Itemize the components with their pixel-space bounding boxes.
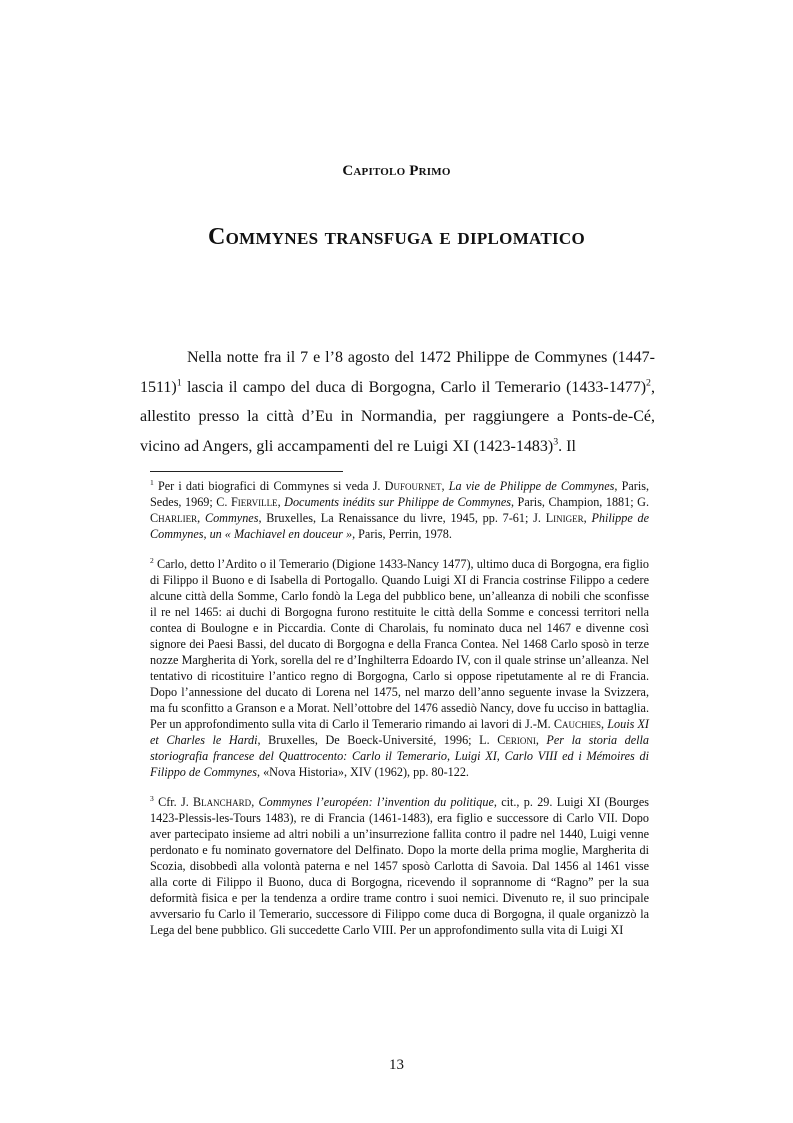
author-name: Cerioni [497, 733, 536, 747]
footnote-separator [150, 471, 343, 472]
body-text-segment: . Il [558, 437, 576, 455]
footnote-ref-3[interactable]: 3 [553, 436, 559, 448]
work-title: Louis XI et Charles le Hardi [150, 717, 649, 747]
author-name: Dufournet [384, 479, 442, 493]
page-number: 13 [389, 1057, 404, 1073]
footnote-text: , [601, 717, 608, 731]
author-name: Fierville [231, 495, 278, 509]
footnote-text: , [277, 495, 285, 509]
body-text-segment: lascia il campo del duca di Borgogna, Carlo il Temerario (1433-1477) [181, 378, 647, 396]
body-text-segment: Nella notte fra il 7 e l’8 agosto del 1472 Philippe de Commynes (1447-1511) [140, 349, 655, 396]
author-name: Cauchies [553, 717, 602, 731]
author-name: Liniger [545, 511, 584, 525]
footnote-text: , Paris, Champion, 1881; G. [510, 495, 650, 509]
footnote-number: 1 [150, 477, 154, 487]
footnote-text: , «Nova Historia», XIV (1962), pp. 80-122. [256, 765, 469, 779]
footnote-text: , cit., p. 29. Luigi XI (Bourges 1423-Plessis-les-Tours 1483), re di Francia (1461-1483), era figlio e successore di Carlo VII. Dopo aver partecipato insieme ad altri nobili a un’insurrezione fallita contro il padre nel 1440, Luigi venne perdonato e fu nominato governatore del Delfinato. Dopo la morte della prima moglie, Margherita di Scozia, disobbedì alla volontà paterna e nel 1457 sposò Carlotta di Savoia. Dal 1456 al 1461 visse alla corte di Filippo il Buono, duca di Borgogna, ricevendo il soprannome di “Ragno” per la sua deformità fisica e per la tendenza a ordire trame contro i suoi nemici. Divenuto re, il suo principale avversario fu Carlo il Temerario, successore di Filippo come duca di Borgogna, il quale organizzò la Lega del bene pubblico. Gli succedette Carlo VIII. Per un approfondimento sulla vita di Luigi XI [150, 795, 650, 937]
footnote-text: , [251, 795, 259, 809]
body-paragraph [140, 343, 655, 461]
footnote-3 [150, 794, 649, 938]
footnote-ref-2[interactable]: 2 [646, 377, 651, 389]
footnote-ref-1[interactable]: 1 [176, 377, 182, 389]
footnotes [150, 478, 649, 952]
footnote-text: , Bruxelles, La Renaissance du livre, 1945, pp. 7-61; J. [258, 511, 546, 525]
footnote-text: Cfr. J. [153, 795, 194, 809]
footnote-text: , Bruxelles, De Boeck-Université, 1996; L. [257, 733, 498, 747]
footnote-2 [150, 556, 649, 780]
footnote-text: , [441, 479, 449, 493]
footnote-number: 2 [150, 555, 154, 565]
footnote-text: , [197, 511, 205, 525]
chapter-heading: Capitolo Primo [342, 163, 451, 179]
work-title: La vie de Philippe de Commynes [448, 479, 615, 493]
body-text-segment: , allestito presso la città d’Eu in Normandia, per raggiungere a Ponts-de-Cé, vicino ad Angers, gli accampamenti del re Luigi XI (1423-1483) [140, 378, 655, 455]
work-title: Documents inédits sur Philippe de Commynes [284, 495, 511, 509]
footnote-1 [150, 478, 649, 542]
footnote-text: , [583, 511, 592, 525]
work-title: Per la storia della storiografia francese del Quattrocento: Carlo il Temerario, Luigi XI, Carlo VIII ed i Mémoires di Filippo de Commynes [150, 733, 649, 779]
footnote-text: Carlo, detto l’Ardito o il Temerario (Digione 1433-Nancy 1477), ultimo duca di Borgogna, era figlio di Filippo il Buono e di Isabella di Portogallo. Quando Luigi XI di Francia costrinse Filippo a cedere alcune città della Somme, Carlo fondò la Lega del pubblico bene, un’alleanza di nobili che sconfisse il re nel 1465: ai duchi di Borgogna furono restituite le città della Somme e concessi territori nella contea di Boulogne e in Piccardia. Conte di Charolais, fu nominato duca nel 1467 e divenne così signore dei Paesi Bassi, del ducato di Borgogna e della Franca Contea. Nel 1468 Carlo sposò in terze nozze Margherita di York, sorella del re d’Inghilterra Edoardo IV, con il quale strinse un’alleanza. Nel tentativo di ricostituire l’antico regno di Borgogna, Carlo si oppose ripetutamente al re di Francia. Dopo l’annessione del ducato di Lorena nel 1475, nel marzo dell’anno seguente invase la Svizzera, ma fu sconfitto a Granson e a Morat. Nell’ottobre del 1476 assediò Nancy, dove fu ucciso in battaglia. Per un approfondimento sulla vita di Carlo il Temerario rimando ai lavori di J.-M. [150, 557, 649, 731]
footnote-text: , Paris, Perrin, 1978. [352, 527, 452, 541]
footnote-text: , [535, 733, 547, 747]
work-title: Commynes [204, 511, 259, 525]
chapter-title: Commynes transfuga e diplomatico [207, 224, 586, 250]
author-name: Blanchard [193, 795, 252, 809]
footnote-text: Per i dati biografici di Commynes si veda J. [153, 479, 385, 493]
footnote-text: , Paris, Sedes, 1969; C. [150, 479, 650, 509]
author-name: Charlier [150, 511, 198, 525]
work-title: Philippe de Commynes, un « Machiavel en douceur » [150, 511, 650, 541]
work-title: Commynes l’européen: l’invention du politique [258, 795, 494, 809]
footnote-number: 3 [150, 793, 154, 803]
